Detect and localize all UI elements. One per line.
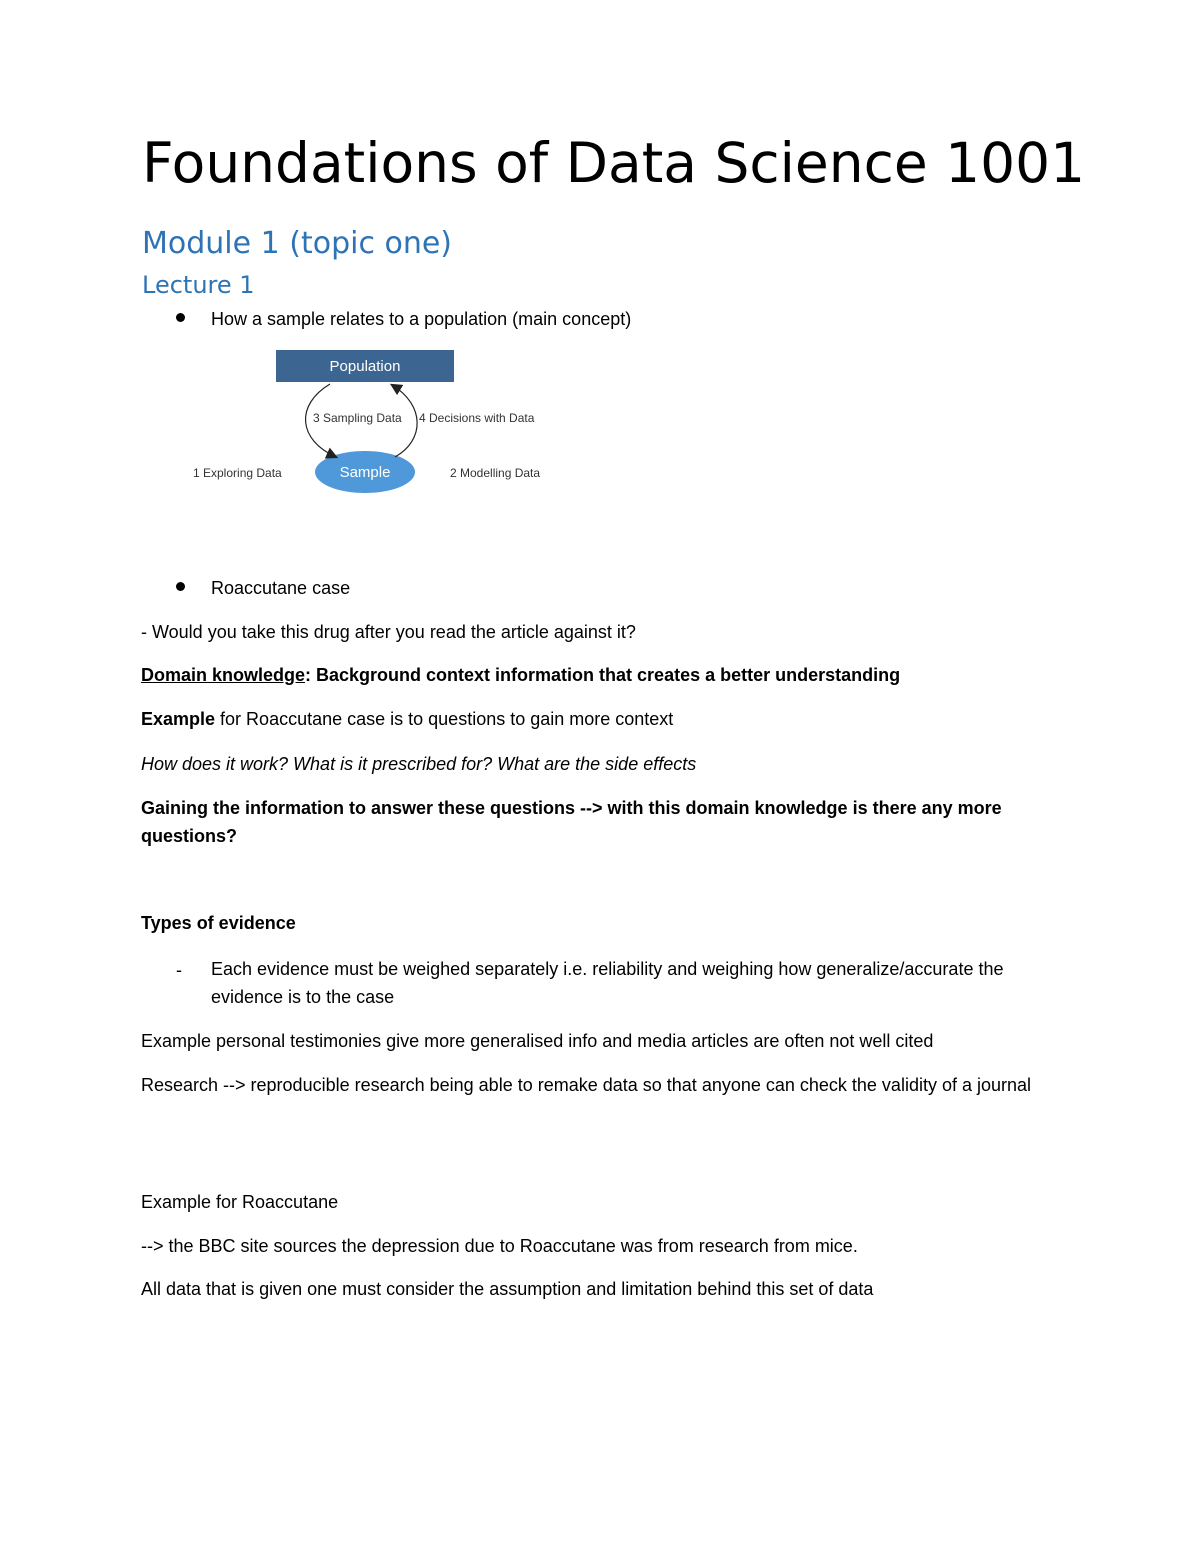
example-line	[141, 710, 673, 728]
domain-knowledge-line	[141, 666, 900, 684]
types-of-evidence-heading: Types of evidence	[141, 913, 296, 933]
example-lead: Example	[141, 709, 216, 729]
decisions-data-label: 4 Decisions with Data	[419, 411, 535, 425]
evidence-dash: -	[176, 960, 182, 980]
domain-knowledge-definition: : Background context information that creates a better understanding	[305, 665, 901, 685]
example-rest: for Roaccutane case is to questions to gain more context	[215, 709, 674, 729]
personal-testimonies-paragraph: Example personal testimonies give more generalised info and media articles are often not well cited	[141, 1031, 934, 1051]
population-sample-diagram	[180, 340, 560, 505]
all-data-line: All data that is given one must consider the assumption and limitation behind this set of data	[141, 1279, 874, 1299]
italic-questions: How does it work? What is it prescribed for? What are the side effects	[141, 754, 697, 774]
bullet-text-sample-population: How a sample relates to a population (main concept)	[211, 309, 632, 329]
bullet-dot-1	[176, 313, 185, 322]
exploring-data-label: 1 Exploring Data	[193, 466, 282, 480]
sample-label: Sample	[339, 464, 391, 481]
question-line: - Would you take this drug after you read the article against it?	[141, 622, 636, 642]
evidence-item: Each evidence must be weighed separately i.e. reliability and weighing how generalize/accurate the evidence is to the case	[211, 959, 1004, 1007]
gaining-information-paragraph: Gaining the information to answer these questions --> with this domain knowledge is there any more questions?	[141, 798, 1002, 846]
page-title: Foundations of Data Science 1001	[142, 131, 1086, 195]
population-label: Population	[329, 358, 401, 375]
modelling-data-label: 2 Modelling Data	[450, 466, 541, 480]
sampling-data-label: 3 Sampling Data	[313, 411, 402, 425]
research-paragraph: Research --> reproducible research being able to remake data so that anyone can check the validity of a journal	[141, 1075, 1032, 1095]
bbc-line: --> the BBC site sources the depression due to Roaccutane was from research from mice.	[141, 1236, 858, 1256]
lecture-heading: Lecture 1	[142, 271, 255, 299]
module-heading: Module 1 (topic one)	[142, 226, 453, 261]
bullet-dot-2	[176, 582, 185, 591]
domain-knowledge-term: Domain knowledge	[141, 665, 306, 685]
example-roaccutane-line: Example for Roaccutane	[141, 1192, 339, 1212]
bullet-text-roaccutane: Roaccutane case	[211, 578, 351, 598]
